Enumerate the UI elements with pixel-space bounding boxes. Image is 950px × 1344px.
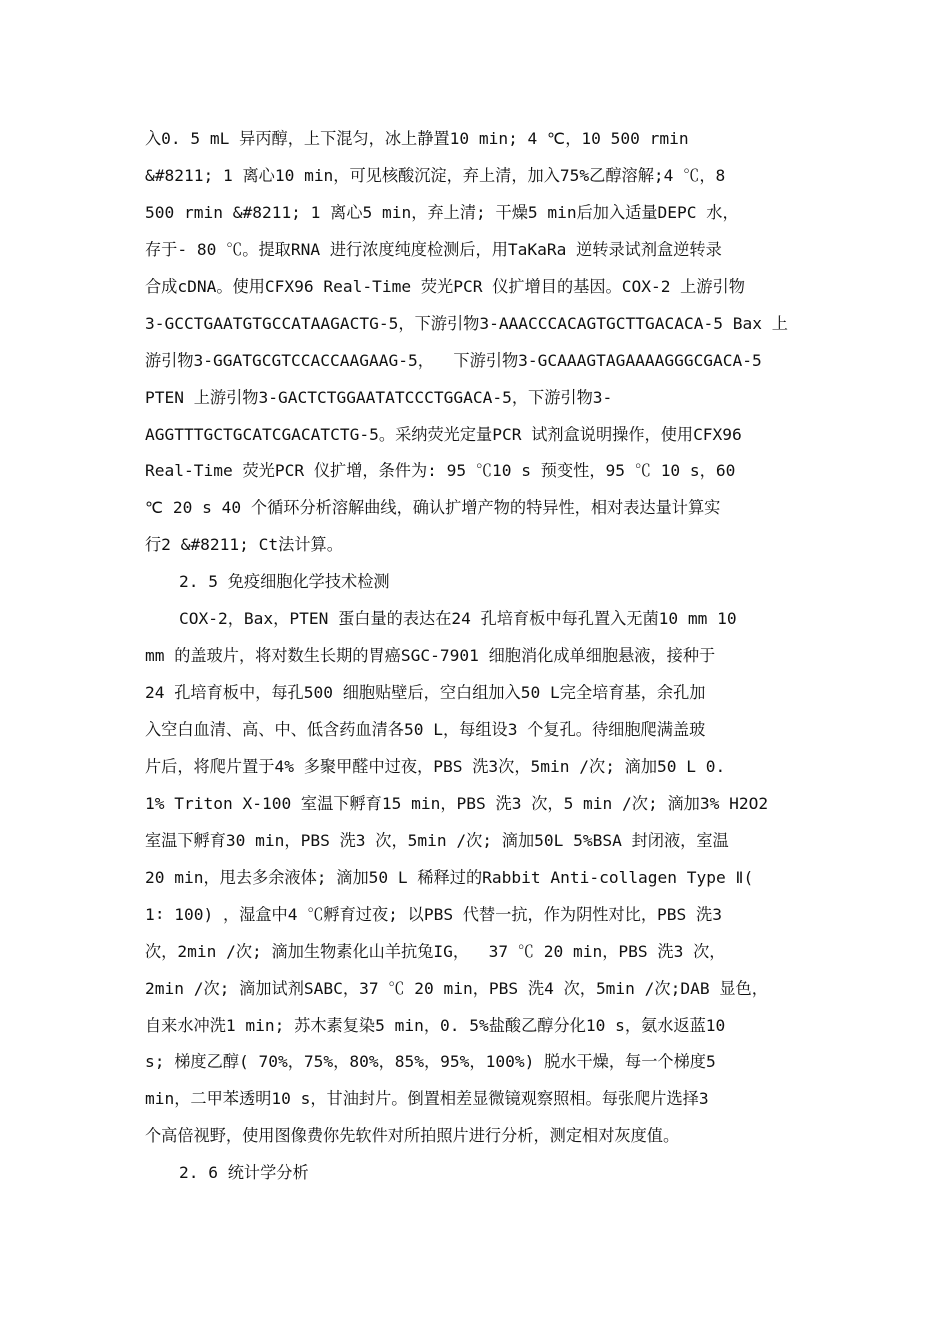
body-text-line: AGGTTTGCTGCATCGACATCTG-5。采纳荧光定量PCR 试剂盒说明操作，使用CFX96 (145, 424, 742, 444)
body-text-line: PTEN 上游引物3-GACTCTGGAATATCCCTGGACA-5，下游引物3- (145, 387, 613, 407)
body-text-line: 入空白血清、高、中、低含药血清各50 L，每组设3 个复孔。待细胞爬满盖玻 (145, 720, 706, 739)
body-text-line: 自来水冲洗1 min; 苏木素复染5 min，0. 5%盐酸乙醇分化10 s，氨水返蓝10 (145, 1015, 726, 1035)
body-text-line: mm 的盖玻片，将对数生长期的胃癌SGC-7901 细胞消化成单细胞悬液，接种于 (145, 646, 716, 666)
body-text-line: 2min /次; 滴加试剂SABC，37 ℃ 20 min，PBS 洗4 次，5min /次;DAB 显色， (145, 978, 768, 998)
body-text-line: min，二甲苯透明10 s，甘油封片。倒置相差显微镜观察照相。每张爬片选择3 (145, 1089, 709, 1109)
body-text-line: 合成cDNA。使用CFX96 Real-Time 荧光PCR 仪扩增目的基因。COX-2 上游引物 (145, 276, 745, 296)
body-text-line: 20 min，甩去多余液体; 滴加50 L 稀释过的Rabbit Anti-collagen Type Ⅱ( (145, 867, 754, 887)
body-text-line: 行2 &#8211; Ct法计算。 (145, 535, 343, 555)
body-text-line: 入0. 5 mL 异丙醇，上下混匀，冰上静置10 min; 4 ℃，10 500 rmin (145, 129, 689, 148)
body-text-line: 1∶ 100) ，湿盒中4 ℃孵育过夜; 以PBS 代替一抗，作为阴性对比，PBS 洗3 (145, 904, 722, 924)
paragraph-first-line: COX-2，Bax，PTEN 蛋白量的表达在24 孔培育板中每孔置入无菌10 mm 10 (179, 609, 737, 629)
body-text-line: 3-GCCTGAATGTGCCATAAGACTG-5，下游引物3-AAACCCACAGTGCTTGACACA-5 Bax 上 (145, 313, 788, 333)
body-text-line: 室温下孵育30 min，PBS 洗3 次，5min /次; 滴加50L 5%BSA 封闭液，室温 (145, 830, 729, 850)
section-heading-2-6: 2. 6 统计学分析 (179, 1163, 309, 1183)
body-text-line: 500 rmin &#8211; 1 离心5 min，弃上清; 干燥5 min后加入适量DEPC 水， (145, 202, 739, 222)
body-text-line: 游引物3-GGATGCGTCCACCAAGAAG-5， 下游引物3-GCAAAGTAGAAAAGGGCGACA-5 (145, 350, 762, 370)
body-text-line: 存于- 80 ℃。提取RNA 进行浓度纯度检测后，用TaKaRa 逆转录试剂盒逆转录 (145, 239, 722, 259)
document-body (145, 121, 809, 1192)
body-text-line: 个高倍视野，使用图像费你先软件对所拍照片进行分析，测定相对灰度值。 (145, 1126, 680, 1146)
body-text-line: Real-Time 荧光PCR 仪扩增，条件为: 95 ℃10 s 预变性，95 ℃ 10 s，60 (145, 461, 736, 481)
body-text-line: &#8211; 1 离心10 min，可见核酸沉淀，弃上清，加入75%乙醇溶解;4 ℃，8 (145, 165, 726, 185)
section-heading-2-5: 2. 5 免疫细胞化学技术检测 (179, 572, 390, 592)
body-text-line: 片后，将爬片置于4% 多聚甲醛中过夜，PBS 洗3次，5min /次; 滴加50 L 0. (145, 756, 726, 776)
body-text-line: 次，2min /次; 滴加生物素化山羊抗兔IG， 37 ℃ 20 min，PBS 洗3 次， (145, 941, 726, 961)
body-text-line: 24 孔培育板中，每孔500 细胞贴壁后，空白组加入50 L完全培育基，余孔加 (145, 683, 706, 703)
body-text-line: ℃ 20 s 40 个循环分析溶解曲线，确认扩增产物的特异性，相对表达量计算实 (145, 498, 721, 518)
body-text-line: 1% Triton X-100 室温下孵育15 min，PBS 洗3 次，5 min /次; 滴加3% H2O2 (145, 793, 769, 813)
body-text-line: s; 梯度乙醇( 70%，75%，80%，85%，95%，100%) 脱水干燥，每一个梯度5 (145, 1052, 716, 1072)
